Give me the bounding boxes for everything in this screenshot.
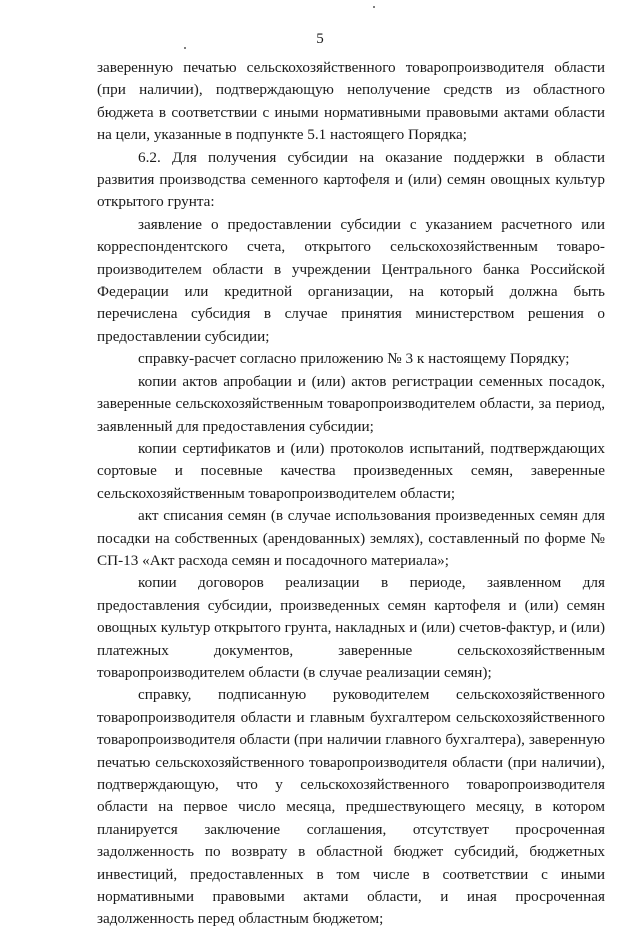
- paragraph-calculation-certificate: справку-расчет согласно приложению № 3 к настоящему Порядку;: [138, 350, 570, 368]
- paragraph-application: заявление о предоставлении субсидии с указанием расчетного или корреспондентского счета, открытого сельскохозяйственным товаро-производителем области в учреждении Центрального банка Российской Федерации или кредитной организации, на который должна быть перечислена субсидия в случае принятия министерством решения о предоставлении субсидии;: [97, 215, 605, 345]
- paragraph-approbation-acts: копии актов апробации и (или) актов регистрации семенных посадок, заверенные сельскохозяйственным товаропроизводителем области, за период, заявленный для предоставления субсидии;: [97, 372, 605, 435]
- paragraph-sales-contracts: копии договоров реализации в периоде, заявленном для предоставления субсидии, произведенных семян картофеля и (или) семян овощных культур открытого грунта, накладных и (или) счетов-фактур, и (или) платежных документов, заверенные сельскохозяйственным товаропроизводителем области (в случае реализации семян);: [97, 574, 605, 681]
- document-body: [97, 57, 605, 931]
- paragraph-section-6-2: 6.2. Для получения субсидии на оказание поддержки в области развития производства семенного картофеля и (или) семян овощных культур открытого грунта:: [97, 148, 605, 211]
- scan-speck: [373, 6, 375, 8]
- paragraph-certificates: копии сертификатов и (или) протоколов испытаний, подтверждающих сортовые и посевные качества произведенных семян, заверенные сельскохозяйственным товаропроизводителем области;: [97, 439, 605, 502]
- paragraph-debt-certificate: справку, подписанную руководителем сельскохозяйственного товаропроизводителя области и главным бухгалтером сельскохозяйственного товаропроизводителя области (при наличии главного бухгалтера), заверенную печатью сельскохозяйственного товаропроизводителя области (при наличии), подтверждающую, что у сельскохозяйственного товаропроизводителя области на первое число месяца, предшествующего месяцу, в котором планируется заключение соглашения, отсутствует просроченная задолженность по возврату в областной бюджет субсидий, бюджетных инвестиций, предоставленных в том числе в соответствии с иными нормативными правовыми актами области, и иная просроченная задолженность перед областным бюджетом;: [97, 686, 605, 928]
- paragraph-continuation: заверенную печатью сельскохозяйственного товаропроизводителя области (при наличии), подтверждающую неполучение средств из областного бюджета в соответствии с иными нормативными правовыми актами области на цели, указанные в подпункте 5.1 настоящего Порядка;: [97, 59, 605, 144]
- paragraph-write-off-act: акт списания семян (в случае использования произведенных семян для посадки на собственных (арендованных) землях), составленный по форме № СП-13 «Акт расхода семян и посадочного материала»;: [97, 507, 605, 569]
- page-number: 5: [316, 31, 324, 47]
